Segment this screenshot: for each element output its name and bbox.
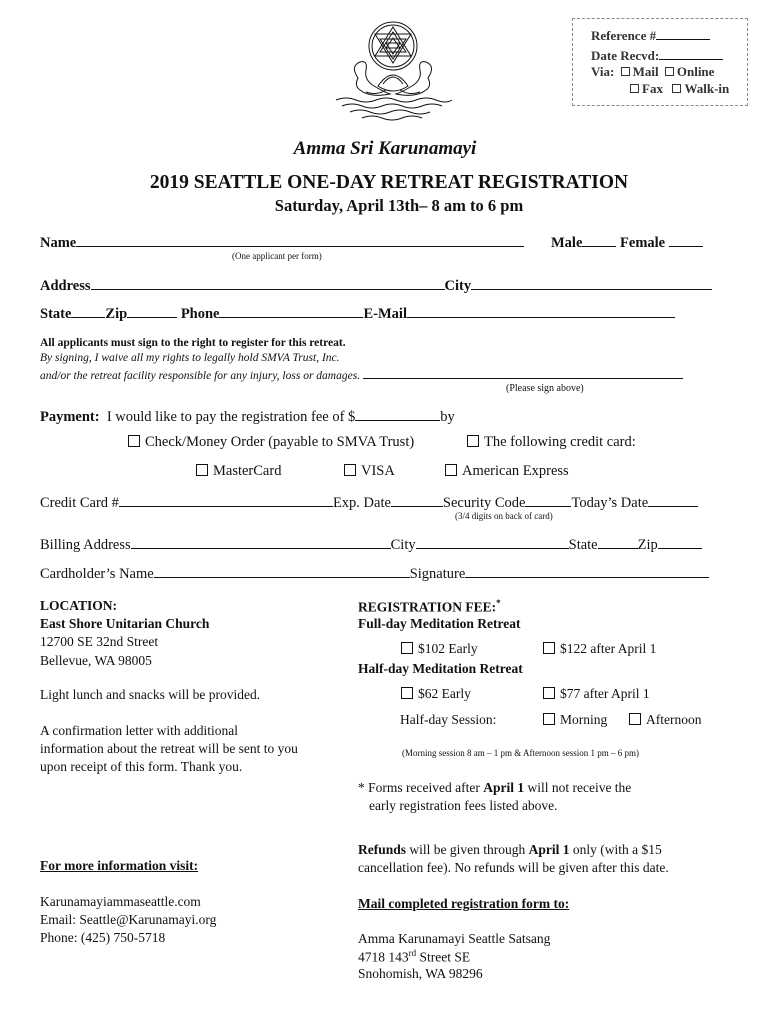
date-received-field[interactable]: Date Recvd: (591, 45, 723, 64)
afternoon-checkbox[interactable] (629, 713, 641, 725)
full-early-option[interactable]: $102 Early (401, 641, 478, 657)
check-option[interactable]: Check/Money Order (payable to SMVA Trust) (128, 434, 414, 451)
full-early-checkbox[interactable] (401, 642, 413, 654)
gender-field[interactable]: Male Female (551, 232, 703, 252)
lunch-note: Light lunch and snacks will be provided. (40, 687, 261, 702)
refund-policy: Refunds will be given through April 1 only (with a $15 (358, 842, 662, 857)
morning-checkbox[interactable] (543, 713, 555, 725)
confirmation-line-1: A confirmation letter with additional (40, 723, 238, 738)
mail-to-street: 4718 143rd Street SE (358, 948, 471, 965)
credit-card-option[interactable]: The following credit card: (467, 434, 636, 451)
mail-checkbox[interactable] (621, 67, 630, 76)
organization-name: Amma Sri Karunamayi (293, 138, 477, 159)
half-late-option[interactable]: $77 after April 1 (543, 686, 650, 702)
via-row: Via: Mail Online (591, 64, 715, 79)
venue-city: Bellevue, WA 98005 (40, 653, 152, 668)
half-late-checkbox[interactable] (543, 687, 555, 699)
online-checkbox[interactable] (665, 67, 674, 76)
website-link[interactable]: Karunamayiammaseattle.com (40, 894, 201, 909)
sign-note: (Please sign above) (506, 383, 584, 394)
credit-card-checkbox[interactable] (467, 435, 479, 447)
name-field[interactable]: Name (40, 232, 524, 252)
half-day-heading: Half-day Meditation Retreat (358, 661, 523, 676)
mail-to-city: Snohomish, WA 98296 (358, 966, 483, 981)
billing-address-row[interactable]: Billing Address City State Zip (40, 534, 702, 554)
visa-checkbox[interactable] (344, 464, 356, 476)
sri-yantra-swans-logo (328, 18, 458, 122)
mastercard-checkbox[interactable] (196, 464, 208, 476)
event-date: Saturday, April 13th– 8 am to 6 pm (274, 196, 524, 215)
morning-option[interactable]: Morning (543, 712, 607, 728)
late-forms-note-2: early registration fees listed above. (369, 798, 558, 813)
via-row-2: Fax Walk-in (627, 81, 729, 97)
session-label: Half-day Session: (400, 712, 497, 727)
fax-checkbox[interactable] (630, 84, 639, 93)
location-label: LOCATION: (40, 598, 118, 613)
contact-email[interactable]: Email: Seattle@Karunamayi.org (40, 912, 217, 927)
contact-phone: Phone: (425) 750-5718 (40, 930, 166, 945)
contact-row[interactable]: State Zip Phone E-Mail (40, 303, 675, 323)
security-code-note: (3/4 digits on back of card) (455, 511, 553, 521)
waiver-line-1: All applicants must sign to the right to register for this retreat. (40, 337, 346, 349)
waiver-signature-line[interactable] (363, 367, 683, 379)
amex-option[interactable]: American Express (445, 463, 569, 480)
late-forms-note: * Forms received after April 1 will not receive the (358, 780, 632, 795)
half-early-checkbox[interactable] (401, 687, 413, 699)
visa-option[interactable]: VISA (344, 463, 395, 480)
mastercard-option[interactable]: MasterCard (196, 463, 281, 480)
name-note: (One applicant per form) (232, 251, 322, 261)
waiver-line-2: By signing, I waive all my rights to legally hold SMVA Trust, Inc. (40, 352, 340, 364)
payment-amount-field[interactable]: Payment: I would like to pay the registration fee of $ by (40, 406, 455, 426)
venue-name: East Shore Unitarian Church (40, 616, 210, 631)
cardholder-row[interactable]: Cardholder’s Name Signature (40, 563, 709, 583)
address-field[interactable]: Address City (40, 275, 712, 295)
check-checkbox[interactable] (128, 435, 140, 447)
session-times-note: (Morning session 8 am – 1 pm & Afternoon session 1 pm – 6 pm) (402, 748, 639, 758)
half-early-option[interactable]: $62 Early (401, 686, 471, 702)
mail-to-name: Amma Karunamayi Seattle Satsang (358, 931, 551, 946)
full-late-checkbox[interactable] (543, 642, 555, 654)
full-late-option[interactable]: $122 after April 1 (543, 641, 656, 657)
amex-checkbox[interactable] (445, 464, 457, 476)
page-title: 2019 SEATTLE ONE-DAY RETREAT REGISTRATION (149, 172, 629, 193)
confirmation-line-3: upon receipt of this form. Thank you. (40, 759, 243, 774)
more-info-label: For more information visit: (40, 858, 199, 873)
waiver-line-3: and/or the retreat facility responsible for any injury, loss or damages. (40, 367, 683, 382)
afternoon-option[interactable]: Afternoon (629, 712, 701, 728)
mail-to-label: Mail completed registration form to: (358, 896, 570, 911)
registration-fee-label: REGISTRATION FEE:* (358, 598, 501, 615)
refund-policy-2: cancellation fee). No refunds will be given after this date. (358, 860, 669, 875)
office-use-box (572, 18, 748, 106)
reference-field[interactable]: Reference # (591, 25, 710, 44)
confirmation-line-2: information about the retreat will be sent to you (40, 741, 298, 756)
credit-card-row[interactable]: Credit Card # Exp. Date Security Code Today’s Date (40, 492, 698, 512)
full-day-heading: Full-day Meditation Retreat (358, 616, 521, 631)
walkin-checkbox[interactable] (672, 84, 681, 93)
venue-street: 12700 SE 32nd Street (40, 634, 159, 649)
